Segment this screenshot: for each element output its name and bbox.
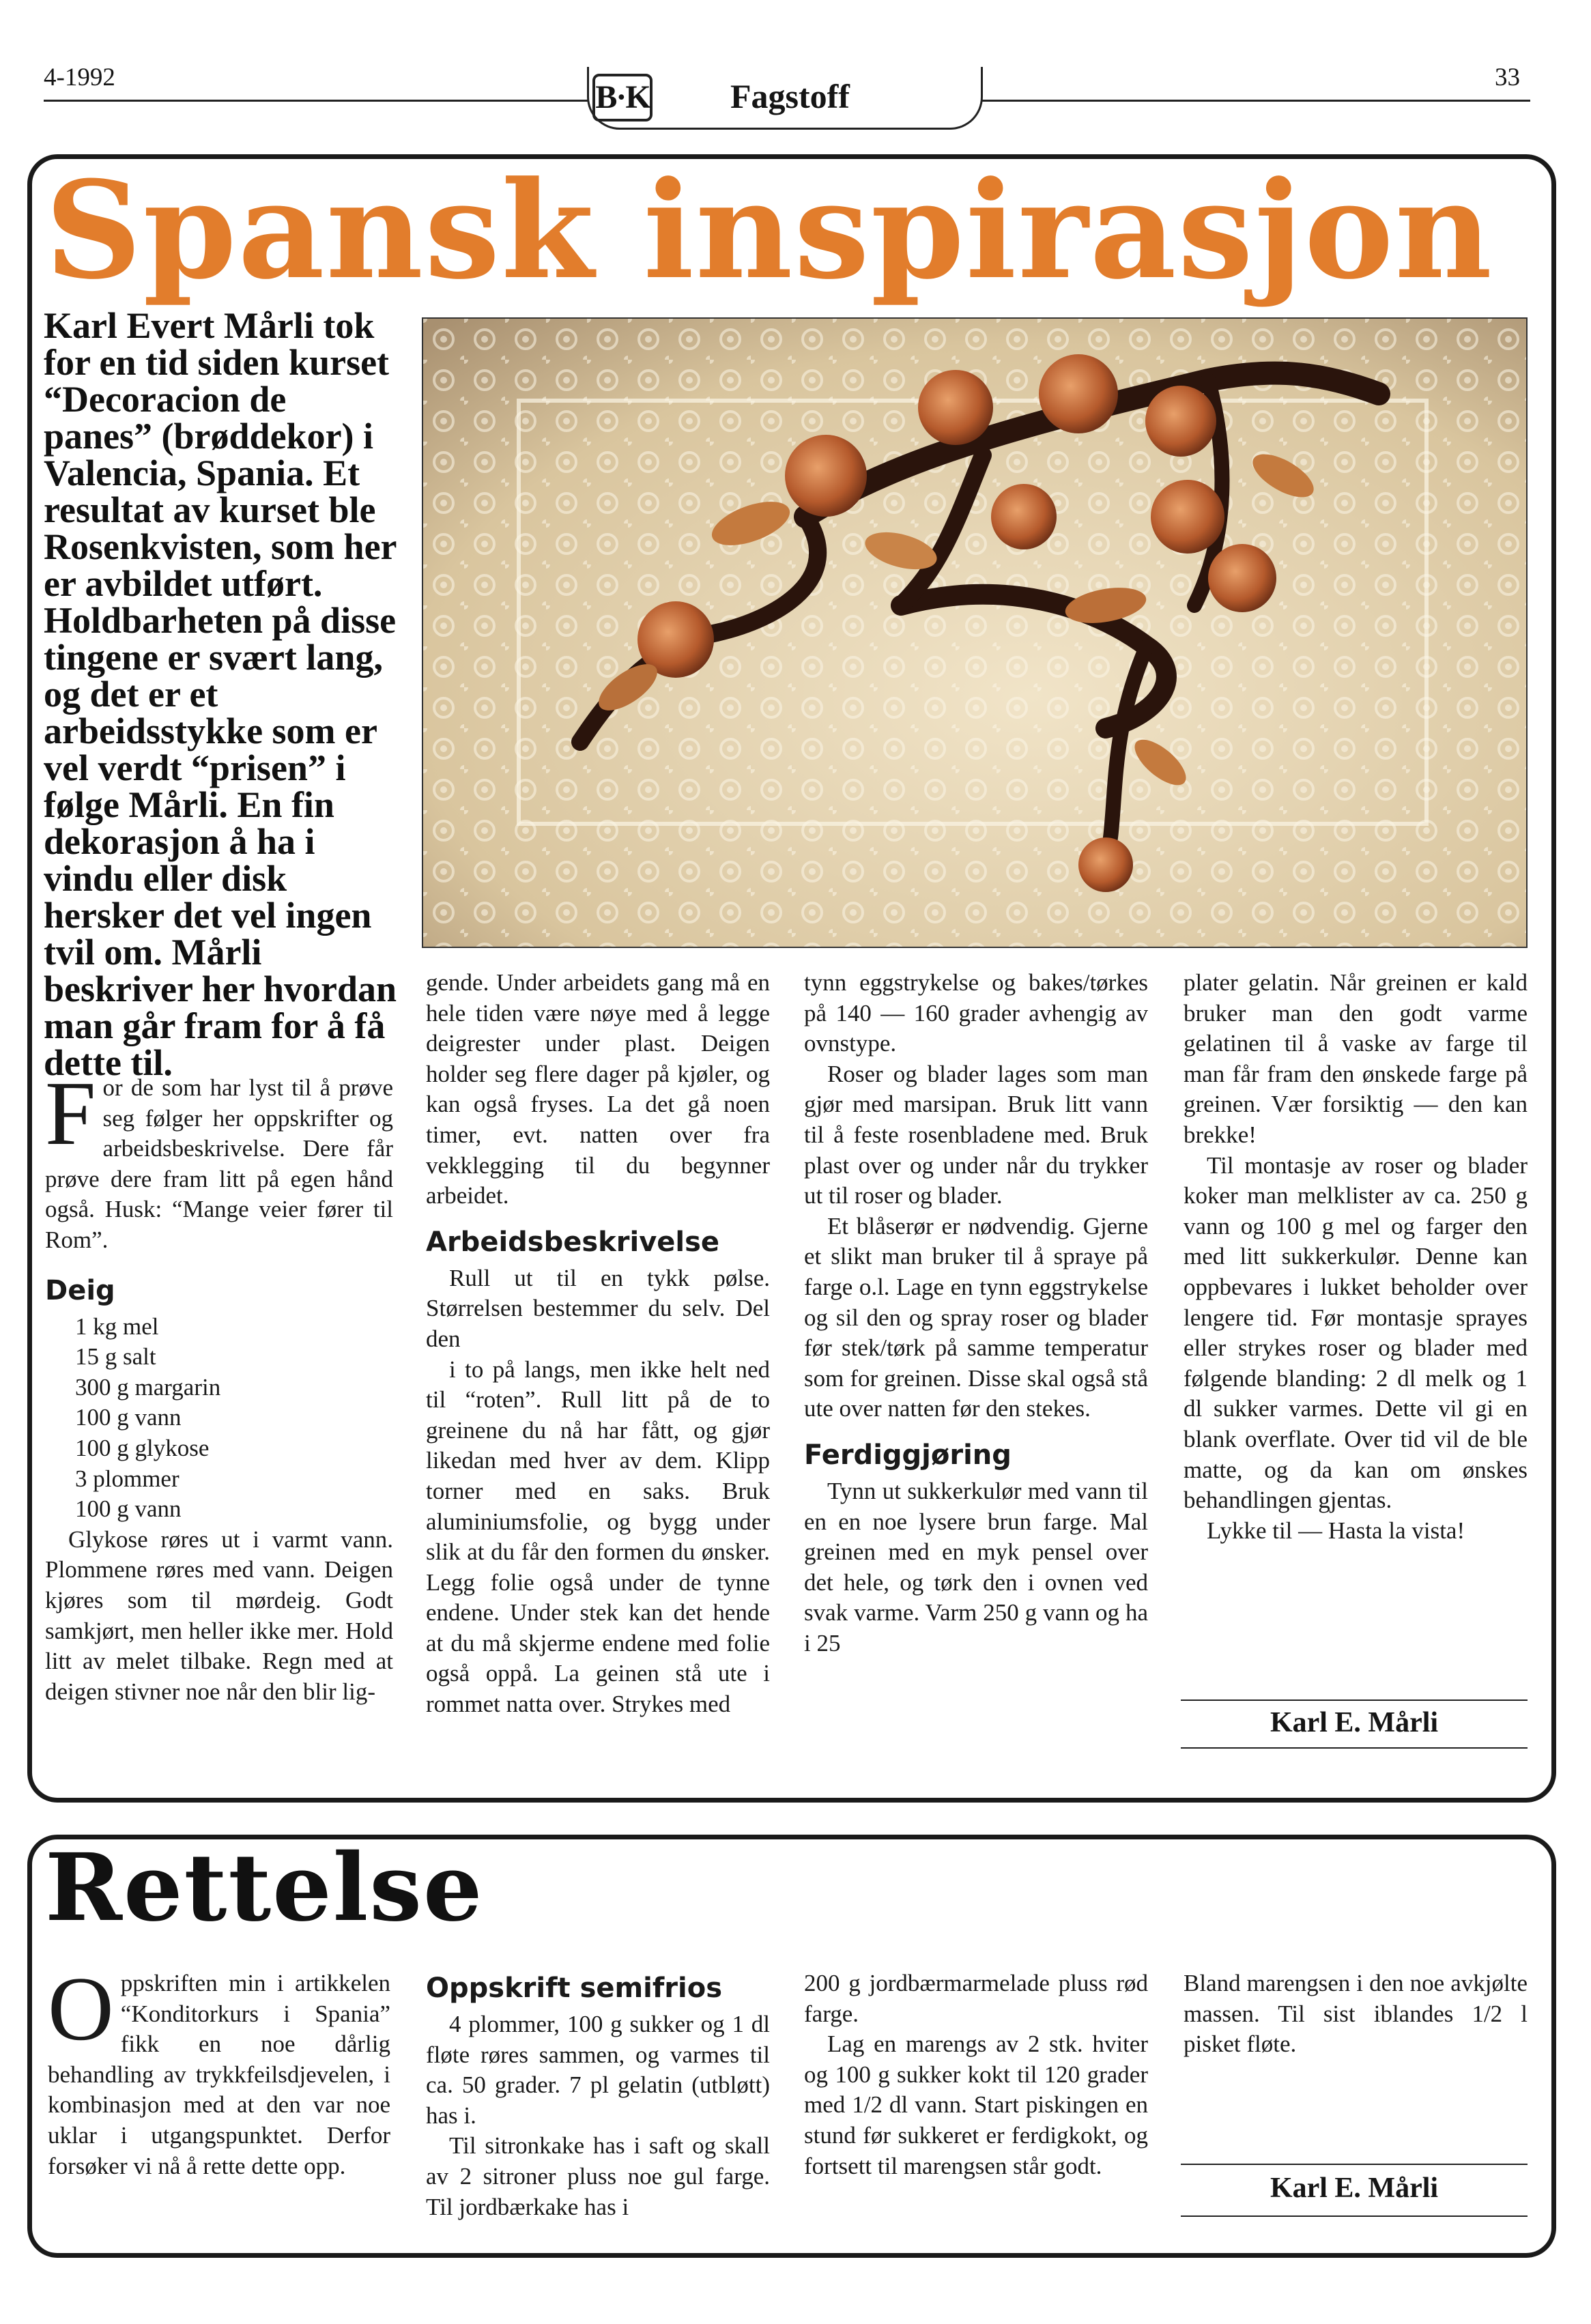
paragraph: tynn eggstrykelse og bakes/tørkes på 140 — 160 grader avhengig av ovnstype. <box>804 969 1148 1057</box>
lead-dropcap: F <box>45 1063 96 1164</box>
paragraph: 200 g jordbærmarmelade pluss rød farge. <box>804 1970 1148 2027</box>
header-rule-right <box>980 100 1530 102</box>
deig-item: 100 g glykose <box>75 1434 210 1461</box>
header-rule-left <box>44 100 590 102</box>
article-intro: Karl Evert Mårli tok for en tid siden kurset “Decoracion de panes” (brøddekor) i Valencia, Spania. Et resultat av kurset ble Rosenkvisten, som her er avbildet utført. Holdbarheten på disse tingene er svært lang, og det er et arbeidsstykke som er vel verdt “prisen” i følge Mårli. En fin dekorasjon å ha i vindu eller disk hersker det vel ingen tvil om. Mårli beskriver her hvordan man går fram for å få dette til. <box>44 305 397 1083</box>
paragraph: gende. Under arbeidets gang må en hele tiden være nøye med å legge deigrester under plast. Deigen holder seg flere dager på kjøler, og kan også fryses. La det gå noen timer, evt. natten over fra vekklegging til du begynner arbeidet. <box>426 969 770 1209</box>
paragraph: Et blåserør er nødvendig. Gjerne et slikt man bruker til å spraye på farge o.l. Lage en tynn eggstrykelse og sil den og spray roser og blader før stek/tørk på samme temperatur som for greinen. Disse skal også stå ute over natten før den stekes. <box>804 1212 1148 1422</box>
rose-branch-illustration <box>423 319 1526 947</box>
signature-rule <box>1181 2164 1528 2165</box>
paragraph: Lykke til — Hasta la vista! <box>1207 1517 1465 1544</box>
paragraph: Rull ut til en tykk pølse. Størrelsen bestemmer du selv. Del den <box>426 1264 770 1352</box>
correction-column-3 <box>804 1968 1148 2181</box>
page-number: 33 <box>1495 63 1520 91</box>
deig-item: 100 g vann <box>75 1404 182 1431</box>
article-column-1 <box>45 1063 393 1707</box>
paragraph: Lag en marengs av 2 stk. hviter og 100 g sukker kokt til 120 grader med 1/2 dl vann. Start piskingen en stund før sukkeret er ferdigkokt, og fortsett til marengsen står godt. <box>804 2031 1148 2179</box>
correction-column-1 <box>48 1958 390 2181</box>
article-title: Spansk inspirasjon <box>45 152 1494 309</box>
deig-item: 3 plommer <box>75 1465 180 1492</box>
paragraph: Roser og blader lages som man gjør med marsipan. Bruk litt vann til å feste rosenbladene med. Bruk plast over og under når du trykker ut til roser og blader. <box>804 1060 1148 1209</box>
article-column-3 <box>804 968 1148 1659</box>
correction-dropcap: O <box>48 1958 114 2059</box>
rose-branch-photo <box>422 317 1528 948</box>
article-signature: Karl E. Mårli <box>1270 1707 1439 1738</box>
deig-instructions: Glykose røres ut i varmt vann. Plommene røres med vann. Deigen kjøres som til mørdeig. Godt samkjørt, men heller ikke mer. Hold litt av melet tilbake. Regn med at deigen stivner noe når den blir lig- <box>45 1525 393 1705</box>
article-column-2 <box>426 968 770 1720</box>
paragraph: 4 plommer, 100 g sukker og 1 dl fløte røres sammen, og varmes til ca. 50 grader. 7 pl gelatin (utbløtt) has i. <box>426 2011 770 2129</box>
signature-rule <box>1181 1699 1528 1701</box>
article-column-4 <box>1184 968 1528 1546</box>
deig-item: 300 g margarin <box>75 1373 221 1401</box>
ferdig-heading: Ferdiggjøring <box>804 1439 1012 1471</box>
section-name: Fagstoff <box>730 77 850 115</box>
paragraph: i to på langs, men ikke helt ned til “roten”. Rull litt på de to greinene du nå har fått, og gjør likedan med hver av dem. Klipp torner med en saks. Bruk aluminiumsfolie, og bygg under slik at du får den formen du ønsker. Legg folie også under de tynne endene. Under stek kan det hende at du må skjerme endene med folie også oppå. La geinen stå ute i rommet natta over. Strykes med <box>426 1355 770 1718</box>
issue-date: 4-1992 <box>44 63 115 91</box>
correction-title: Rettelse <box>45 1833 484 1942</box>
paragraph: Bland marengsen i den noe avkjølte massen. Til sist iblandes 1/2 l pisket fløte. <box>1184 1970 1528 2058</box>
correction-column-4 <box>1184 1968 1528 2060</box>
deig-item: 15 g salt <box>75 1343 156 1371</box>
signature-rule <box>1181 2215 1528 2217</box>
paragraph: plater gelatin. Når greinen er kald bruker man den godt varme gelatinen til å vaske av farge til man får fram den ønskede farge på greinen. Vær forsiktig — den kan brekke! <box>1184 969 1528 1148</box>
correction-lead: Oppskriften min i artikkelen “Konditorkurs i Spania” fikk en noe dårlig behandling av trykkfeilsdjevelen, i kombinasjon med at den var noe uklar i utgangspunktet. Derfor forsøker vi nå å rette dette opp. <box>48 1958 390 2179</box>
correction-column-2 <box>426 1968 770 2222</box>
article-lead: For de som har lyst til å prøve seg følger her oppskrifter og arbeidsbeskrivelse. Dere får prøve dere fram litt på egen hånd også. Husk: “Mange veier fører til Rom”. <box>45 1063 393 1253</box>
recipe-heading: Oppskrift semifrios <box>426 1972 723 2004</box>
bk-logo: B·K <box>592 74 653 121</box>
correction-signature: Karl E. Mårli <box>1270 2172 1439 2204</box>
paragraph: Tynn ut sukkerkulør med vann til en en noe lysere brun farge. Mal greinen med en myk pensel over det hele, og tørk den i ovnen ved svak varme. Varm 250 g vann og ha i 25 <box>804 1477 1148 1656</box>
deig-item: 100 g vann <box>75 1495 182 1523</box>
signature-rule <box>1181 1747 1528 1749</box>
deig-item: 1 kg mel <box>75 1312 159 1340</box>
arbeid-heading: Arbeidsbeskrivelse <box>426 1226 720 1258</box>
paragraph: Til montasje av roser og blader koker man melklister av ca. 250 g vann og 100 g mel og farger den med litt sukkerkulør. Denne kan oppbevares i lukket beholder over lengere tid. Før montasje sprayes eller strykes roser og blader med følgende blanding: 2 dl melk og 1 dl sukker varmes. Dette vil gi en blank overflate. Over tid vil de ble matte, og da kan om ønskes behandlingen gjentas. <box>1184 1151 1528 1514</box>
paragraph: Til sitronkake has i saft og skall av 2 sitroner pluss noe gul farge. Til jordbærkake has i <box>426 2132 770 2220</box>
deig-heading: Deig <box>45 1274 115 1306</box>
